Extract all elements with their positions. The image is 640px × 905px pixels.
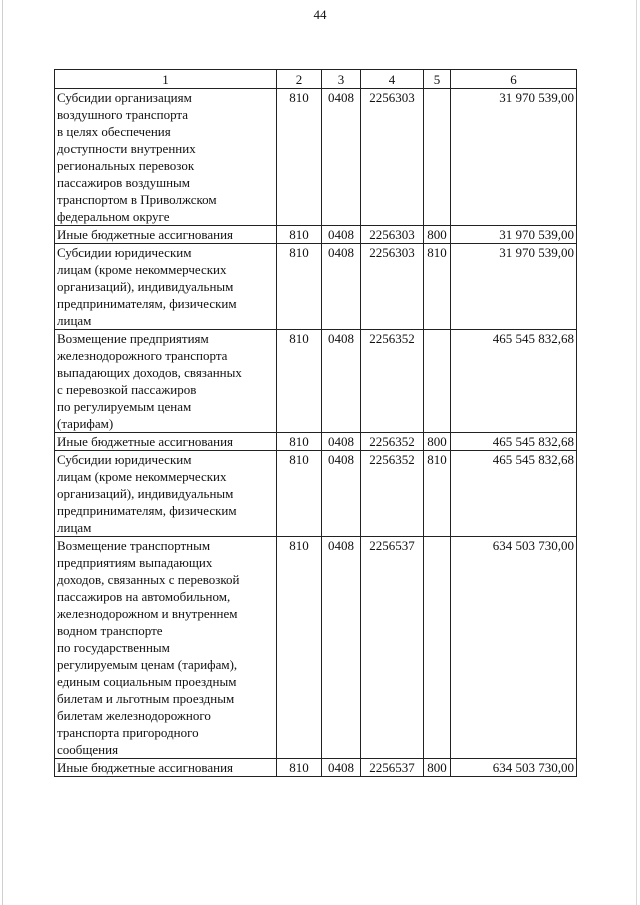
- cell-ministry-code: 810: [277, 330, 322, 433]
- header-col-6: 6: [451, 70, 577, 89]
- cell-target-code: 2256537: [361, 537, 424, 759]
- cell-section-code: 0408: [322, 226, 361, 244]
- cell-section-code: 0408: [322, 89, 361, 226]
- table-row: [55, 330, 577, 433]
- cell-name-line: федеральном округе: [57, 209, 170, 224]
- cell-name-line: Иные бюджетные ассигнования: [57, 227, 234, 242]
- table-header-row: [55, 70, 577, 89]
- cell-section-code: 0408: [322, 330, 361, 433]
- cell-name-line: организаций), индивидуальным: [57, 279, 234, 294]
- cell-name-line: (тарифам): [57, 416, 114, 431]
- cell-name-line: пассажиров воздушным: [57, 175, 191, 190]
- cell-section-code: 0408: [322, 537, 361, 759]
- cell-name-line: в целях обеспечения: [57, 124, 171, 139]
- cell-name-line: Субсидии юридическим: [57, 452, 192, 467]
- cell-name-line: пассажиров на автомобильном,: [57, 589, 231, 604]
- page-number: 44: [313, 7, 327, 22]
- table-row: [55, 244, 577, 330]
- cell-section-code: 0408: [322, 433, 361, 451]
- table-row: [55, 226, 577, 244]
- cell-ministry-code: 810: [277, 89, 322, 226]
- cell-expense-type: 810: [424, 244, 451, 330]
- cell-name: [55, 226, 277, 244]
- cell-amount: 634 503 730,00: [451, 537, 577, 759]
- cell-name-line: транспортом в Приволжском: [57, 192, 217, 207]
- cell-expense-type: [424, 537, 451, 759]
- cell-name-line: сообщения: [57, 742, 119, 757]
- cell-expense-type: 800: [424, 759, 451, 777]
- cell-name-line: предприятиям выпадающих: [57, 555, 213, 570]
- cell-name-line: железнодорожного транспорта: [57, 348, 228, 363]
- cell-section-code: 0408: [322, 244, 361, 330]
- cell-ministry-code: 810: [277, 759, 322, 777]
- header-col-1: 1: [55, 70, 277, 89]
- cell-expense-type: [424, 89, 451, 226]
- cell-name: [55, 759, 277, 777]
- header-col-2: 2: [277, 70, 322, 89]
- cell-name-line: билетам железнодорожного: [57, 708, 211, 723]
- cell-name: [55, 89, 277, 226]
- cell-target-code: 2256303: [361, 244, 424, 330]
- cell-expense-type: 800: [424, 226, 451, 244]
- cell-section-code: 0408: [322, 451, 361, 537]
- cell-amount: 465 545 832,68: [451, 330, 577, 433]
- cell-expense-type: 810: [424, 451, 451, 537]
- cell-amount: 31 970 539,00: [451, 226, 577, 244]
- cell-ministry-code: 810: [277, 433, 322, 451]
- cell-name-line: Иные бюджетные ассигнования: [57, 434, 234, 449]
- cell-name-line: железнодорожном и внутреннем: [57, 606, 238, 621]
- cell-section-code: 0408: [322, 759, 361, 777]
- header-col-5: 5: [424, 70, 451, 89]
- cell-target-code: 2256352: [361, 433, 424, 451]
- table-row: [55, 89, 577, 226]
- cell-name-line: лицам: [57, 313, 92, 328]
- cell-expense-type: [424, 330, 451, 433]
- cell-name-line: доходов, связанных с перевозкой: [57, 572, 240, 587]
- cell-name: [55, 451, 277, 537]
- cell-name-line: лицам (кроме некоммерческих: [57, 469, 227, 484]
- header-col-4: 4: [361, 70, 424, 89]
- scan-edge-left: [2, 0, 3, 905]
- cell-name-line: выпадающих доходов, связанных: [57, 365, 242, 380]
- table-row: [55, 759, 577, 777]
- cell-ministry-code: 810: [277, 244, 322, 330]
- cell-name-line: воздушного транспорта: [57, 107, 189, 122]
- cell-name-line: доступности внутренних: [57, 141, 196, 156]
- cell-name-line: региональных перевозок: [57, 158, 195, 173]
- cell-name-line: организаций), индивидуальным: [57, 486, 234, 501]
- cell-target-code: 2256352: [361, 451, 424, 537]
- cell-target-code: 2256303: [361, 226, 424, 244]
- cell-ministry-code: 810: [277, 537, 322, 759]
- cell-name-line: водном транспорте: [57, 623, 163, 638]
- cell-amount: 634 503 730,00: [451, 759, 577, 777]
- cell-name-line: Субсидии организациям: [57, 90, 192, 105]
- cell-name-line: лицам: [57, 520, 92, 535]
- cell-target-code: 2256352: [361, 330, 424, 433]
- cell-name-line: Иные бюджетные ассигнования: [57, 760, 234, 775]
- cell-name-line: Возмещение предприятиям: [57, 331, 209, 346]
- cell-name-line: по государственным: [57, 640, 170, 655]
- cell-name: [55, 330, 277, 433]
- table-row: [55, 433, 577, 451]
- cell-amount: 31 970 539,00: [451, 244, 577, 330]
- cell-amount: 31 970 539,00: [451, 89, 577, 226]
- cell-amount: 465 545 832,68: [451, 433, 577, 451]
- cell-name-line: транспорта пригородного: [57, 725, 199, 740]
- cell-name: [55, 244, 277, 330]
- cell-name-line: предпринимателям, физическим: [57, 296, 237, 311]
- scan-edge-right: [636, 0, 637, 905]
- cell-name: [55, 433, 277, 451]
- header-col-3: 3: [322, 70, 361, 89]
- table-row: [55, 537, 577, 759]
- cell-name-line: по регулируемым ценам: [57, 399, 192, 414]
- cell-ministry-code: 810: [277, 451, 322, 537]
- table-row: [55, 451, 577, 537]
- cell-name-line: единым социальным проездным: [57, 674, 237, 689]
- cell-name-line: с перевозкой пассажиров: [57, 382, 197, 397]
- cell-expense-type: 800: [424, 433, 451, 451]
- table-body: [55, 89, 577, 777]
- cell-ministry-code: 810: [277, 226, 322, 244]
- cell-name-line: Субсидии юридическим: [57, 245, 192, 260]
- cell-name-line: лицам (кроме некоммерческих: [57, 262, 227, 277]
- cell-amount: 465 545 832,68: [451, 451, 577, 537]
- cell-name-line: билетам и льготным проездным: [57, 691, 235, 706]
- cell-name-line: Возмещение транспортным: [57, 538, 211, 553]
- cell-name-line: регулируемым ценам (тарифам),: [57, 657, 238, 672]
- cell-target-code: 2256303: [361, 89, 424, 226]
- cell-target-code: 2256537: [361, 759, 424, 777]
- budget-table: [54, 69, 577, 777]
- cell-name: [55, 537, 277, 759]
- cell-name-line: предпринимателям, физическим: [57, 503, 237, 518]
